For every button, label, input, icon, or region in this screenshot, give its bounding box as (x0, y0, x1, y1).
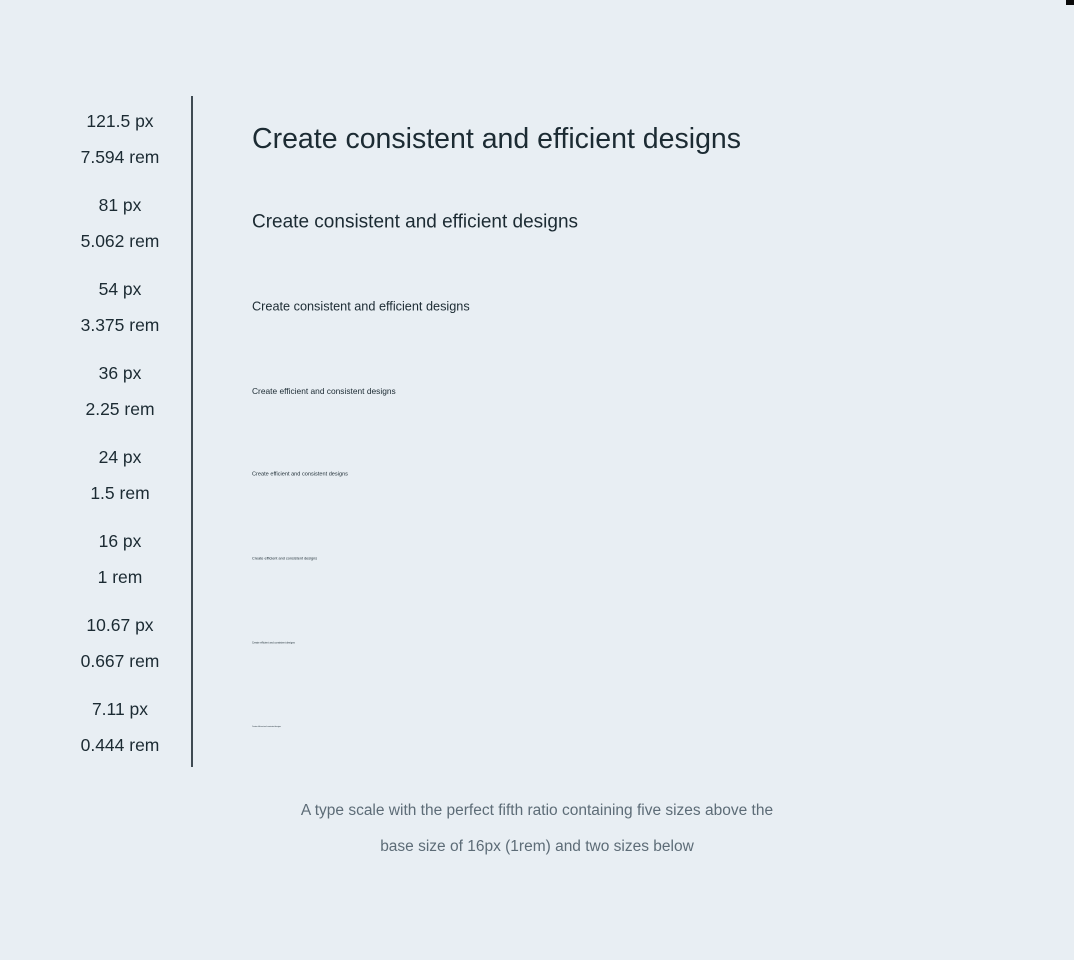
sample-text: Create efficient and consistent designs (252, 641, 295, 645)
scale-row (0, 97, 1074, 181)
sample-text: Create efficient and consistent designs (252, 385, 396, 396)
size-labels (20, 523, 220, 595)
sample-text: Create efficient and consistent designs (252, 725, 281, 728)
scale-row (0, 265, 1074, 349)
px-size-label: 24 px (98, 447, 142, 467)
scale-row (0, 601, 1074, 685)
size-labels (20, 187, 220, 259)
scale-row (0, 517, 1074, 601)
size-labels (20, 607, 220, 679)
px-size-label: 81 px (98, 195, 142, 215)
px-size-label: 54 px (98, 279, 142, 299)
rem-size-label: 1.5 rem (90, 483, 150, 503)
scale-row (0, 181, 1074, 265)
scale-caption (0, 793, 1074, 865)
scale-row (0, 349, 1074, 433)
sample-text: Create efficient and consistent designs (252, 556, 318, 561)
px-size-label: 16 px (98, 531, 142, 551)
size-labels (20, 271, 220, 343)
sample-text: Create consistent and efficient designs (252, 211, 579, 233)
sample-text: Create consistent and efficient designs (252, 299, 470, 314)
px-size-label: 121.5 px (86, 111, 154, 131)
scale-row (0, 433, 1074, 517)
px-size-label: 10.67 px (86, 615, 154, 635)
px-size-label: 7.11 px (91, 699, 149, 719)
size-labels (20, 103, 220, 175)
rem-size-label: 1 rem (97, 567, 143, 587)
caption-line-1: A type scale with the perfect fifth ratio containing five sizes above the (300, 802, 774, 819)
rem-size-label: 0.667 rem (80, 651, 160, 671)
rem-size-label: 7.594 rem (80, 147, 160, 167)
rem-size-label: 3.375 rem (80, 315, 160, 335)
rem-size-label: 5.062 rem (80, 231, 160, 251)
corner-mark (1066, 0, 1074, 5)
size-labels (20, 355, 220, 427)
size-labels (20, 691, 220, 763)
caption-line-2: base size of 16px (1rem) and two sizes below (380, 838, 694, 855)
rem-size-label: 2.25 rem (85, 399, 155, 419)
sample-text: Create efficient and consistent designs (252, 471, 348, 478)
scale-row (0, 685, 1074, 769)
rem-size-label: 0.444 rem (80, 735, 160, 755)
px-size-label: 36 px (98, 363, 142, 383)
sample-text: Create consistent and efficient designs (252, 122, 742, 155)
size-labels (20, 439, 220, 511)
